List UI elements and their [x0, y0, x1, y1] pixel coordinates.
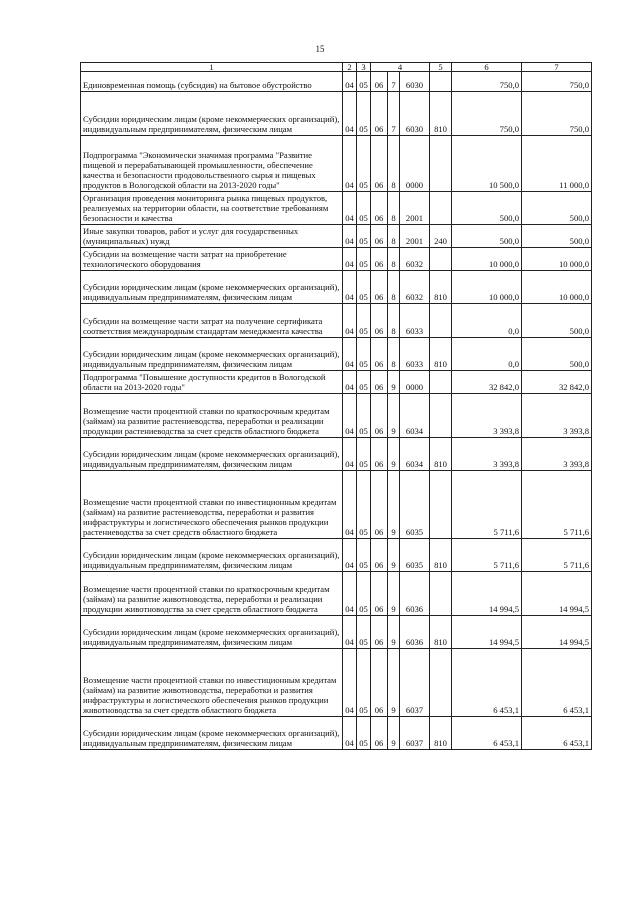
table-row: [81, 539, 592, 572]
budget-table: [80, 62, 592, 750]
code-subprogram-cell: 9: [388, 438, 400, 471]
amount-col6-cell: 5 711,6: [452, 471, 522, 539]
code-subprogram-cell: 9: [388, 371, 400, 394]
row-name-cell: Подпрограмма "Экономически значимая программа "Развитие пищевой и перерабатывающей промышленности, обеспечение качества и безопасности продовольственного сырья и пищевых продуктов в Вологодской области на 2013-2020 годы": [81, 136, 343, 192]
amount-col7-cell: 750,0: [522, 72, 592, 92]
code-program-cell: 06: [371, 338, 388, 371]
amount-col6-cell: 10 000,0: [452, 271, 522, 304]
code-program-cell: 06: [371, 572, 388, 616]
row-name-cell: Субсидии на возмещение части затрат на получение сертификата соответствия международным стандартам менеджмента качества: [81, 304, 343, 338]
header-cell: 7: [522, 63, 592, 72]
header-cell: 6: [452, 63, 522, 72]
amount-col6-cell: 750,0: [452, 92, 522, 136]
code-section-cell: 04: [343, 649, 357, 717]
table-row: [81, 371, 592, 394]
amount-col6-cell: 6 453,1: [452, 649, 522, 717]
amount-col7-cell: 5 711,6: [522, 539, 592, 572]
row-name-cell: Субсидии юридическим лицам (кроме некоммерческих организаций), индивидуальным предпринимателям, физическим лицам: [81, 539, 343, 572]
code-subsection-cell: 05: [357, 72, 371, 92]
code-item-cell: 2001: [400, 225, 430, 248]
expense-type-cell: 810: [430, 717, 452, 750]
code-section-cell: 04: [343, 92, 357, 136]
code-program-cell: 06: [371, 304, 388, 338]
code-item-cell: 2001: [400, 192, 430, 225]
row-name-cell: Субсидии юридическим лицам (кроме некоммерческих организаций), индивидуальным предпринимателям, физическим лицам: [81, 717, 343, 750]
expense-type-cell: [430, 471, 452, 539]
code-section-cell: 04: [343, 72, 357, 92]
row-name-cell: Субсидии юридическим лицам (кроме некоммерческих организаций), индивидуальным предпринимателям, физическим лицам: [81, 616, 343, 649]
code-section-cell: 04: [343, 438, 357, 471]
code-section-cell: 04: [343, 394, 357, 438]
code-subsection-cell: 05: [357, 304, 371, 338]
code-subprogram-cell: 8: [388, 304, 400, 338]
code-section-cell: 04: [343, 717, 357, 750]
row-name-cell: Возмещение части процентной ставки по инвестиционным кредитам (займам) на развитие животноводства, переработки и развития инфраструктуры и логистического обеспечения рынков продукции животноводства за счет средств областного бюджета: [81, 649, 343, 717]
code-item-cell: 6035: [400, 471, 430, 539]
row-name-cell: Возмещение части процентной ставки по краткосрочным кредитам (займам) на развитие животноводства, переработки и реализации продукции животноводства за счет средств областного бюджета: [81, 572, 343, 616]
row-name-cell: Субсидии юридическим лицам (кроме некоммерческих организаций), индивидуальным предпринимателям, физическим лицам: [81, 92, 343, 136]
code-subprogram-cell: 8: [388, 248, 400, 271]
code-subsection-cell: 05: [357, 92, 371, 136]
code-program-cell: 06: [371, 92, 388, 136]
table-row: [81, 338, 592, 371]
code-subsection-cell: 05: [357, 572, 371, 616]
code-subprogram-cell: 8: [388, 225, 400, 248]
header-cell: 1: [81, 63, 343, 72]
code-item-cell: 6030: [400, 72, 430, 92]
code-program-cell: 06: [371, 371, 388, 394]
code-section-cell: 04: [343, 616, 357, 649]
code-subsection-cell: 05: [357, 271, 371, 304]
code-program-cell: 06: [371, 192, 388, 225]
row-name-cell: Субсидии юридическим лицам (кроме некоммерческих организаций), индивидуальным предпринимателям, физическим лицам: [81, 438, 343, 471]
amount-col6-cell: 0,0: [452, 304, 522, 338]
code-subprogram-cell: 8: [388, 271, 400, 304]
row-name-cell: Субсидии на возмещение части затрат на приобретение технологического оборудования: [81, 248, 343, 271]
code-subsection-cell: 05: [357, 192, 371, 225]
amount-col6-cell: 32 842,0: [452, 371, 522, 394]
code-item-cell: 6033: [400, 338, 430, 371]
code-subprogram-cell: 9: [388, 394, 400, 438]
header-cell: 3: [357, 63, 371, 72]
code-section-cell: 04: [343, 136, 357, 192]
expense-type-cell: [430, 649, 452, 717]
header-cell: 5: [430, 63, 452, 72]
code-subprogram-cell: 9: [388, 616, 400, 649]
code-subprogram-cell: 8: [388, 136, 400, 192]
code-subprogram-cell: 9: [388, 717, 400, 750]
code-subprogram-cell: 7: [388, 72, 400, 92]
table-row: [81, 471, 592, 539]
code-subsection-cell: 05: [357, 394, 371, 438]
header-row: [81, 63, 592, 72]
code-program-cell: 06: [371, 136, 388, 192]
expense-type-cell: [430, 304, 452, 338]
table-row: [81, 72, 592, 92]
amount-col6-cell: 10 500,0: [452, 136, 522, 192]
amount-col7-cell: 5 711,6: [522, 471, 592, 539]
amount-col6-cell: 3 393,8: [452, 438, 522, 471]
expense-type-cell: 810: [430, 92, 452, 136]
expense-type-cell: [430, 192, 452, 225]
expense-type-cell: 240: [430, 225, 452, 248]
amount-col7-cell: 10 000,0: [522, 248, 592, 271]
code-section-cell: 04: [343, 338, 357, 371]
code-program-cell: 06: [371, 717, 388, 750]
amount-col7-cell: 11 000,0: [522, 136, 592, 192]
row-name-cell: Субсидии юридическим лицам (кроме некоммерческих организаций), индивидуальным предпринимателям, физическим лицам: [81, 338, 343, 371]
code-subsection-cell: 05: [357, 225, 371, 248]
code-section-cell: 04: [343, 572, 357, 616]
code-subprogram-cell: 9: [388, 539, 400, 572]
amount-col6-cell: 14 994,5: [452, 572, 522, 616]
amount-col6-cell: 5 711,6: [452, 539, 522, 572]
table-row: [81, 717, 592, 750]
amount-col7-cell: 6 453,1: [522, 649, 592, 717]
table-row: [81, 192, 592, 225]
amount-col6-cell: 6 453,1: [452, 717, 522, 750]
row-name-cell: Иные закупки товаров, работ и услуг для государственных (муниципальных) нужд: [81, 225, 343, 248]
table-row: [81, 616, 592, 649]
code-program-cell: 06: [371, 471, 388, 539]
code-program-cell: 06: [371, 438, 388, 471]
code-subsection-cell: 05: [357, 649, 371, 717]
amount-col7-cell: 14 994,5: [522, 572, 592, 616]
code-subprogram-cell: 9: [388, 572, 400, 616]
amount-col7-cell: 10 000,0: [522, 271, 592, 304]
code-program-cell: 06: [371, 394, 388, 438]
amount-col7-cell: 500,0: [522, 225, 592, 248]
code-program-cell: 06: [371, 539, 388, 572]
expense-type-cell: [430, 572, 452, 616]
table-row: [81, 304, 592, 338]
code-section-cell: 04: [343, 539, 357, 572]
code-item-cell: 6030: [400, 92, 430, 136]
code-section-cell: 04: [343, 271, 357, 304]
row-name-cell: Организация проведения мониторинга рынка пищевых продуктов, реализуемых на территории области, на соответствие требованиям безопасности и качества: [81, 192, 343, 225]
table-row: [81, 225, 592, 248]
code-subprogram-cell: 8: [388, 338, 400, 371]
code-item-cell: 6037: [400, 717, 430, 750]
expense-type-cell: [430, 394, 452, 438]
expense-type-cell: [430, 136, 452, 192]
code-item-cell: 6034: [400, 438, 430, 471]
table-row: [81, 572, 592, 616]
amount-col6-cell: 10 000,0: [452, 248, 522, 271]
amount-col7-cell: 500,0: [522, 304, 592, 338]
table-row: [81, 92, 592, 136]
code-item-cell: 6037: [400, 649, 430, 717]
code-section-cell: 04: [343, 371, 357, 394]
code-section-cell: 04: [343, 225, 357, 248]
table-row: [81, 271, 592, 304]
expense-type-cell: 810: [430, 338, 452, 371]
code-section-cell: 04: [343, 192, 357, 225]
expense-type-cell: 810: [430, 539, 452, 572]
amount-col6-cell: 500,0: [452, 192, 522, 225]
expense-type-cell: 810: [430, 438, 452, 471]
code-section-cell: 04: [343, 471, 357, 539]
code-item-cell: 6033: [400, 304, 430, 338]
amount-col7-cell: 6 453,1: [522, 717, 592, 750]
code-subsection-cell: 05: [357, 338, 371, 371]
code-section-cell: 04: [343, 304, 357, 338]
row-name-cell: Единовременная помощь (субсидия) на бытовое обустройство: [81, 72, 343, 92]
code-subprogram-cell: 9: [388, 649, 400, 717]
amount-col7-cell: 500,0: [522, 192, 592, 225]
code-subsection-cell: 05: [357, 136, 371, 192]
amount-col7-cell: 750,0: [522, 92, 592, 136]
code-program-cell: 06: [371, 271, 388, 304]
code-subsection-cell: 05: [357, 438, 371, 471]
code-item-cell: 0000: [400, 371, 430, 394]
code-subsection-cell: 05: [357, 539, 371, 572]
code-subsection-cell: 05: [357, 248, 371, 271]
code-program-cell: 06: [371, 649, 388, 717]
table-row: [81, 248, 592, 271]
table-row: [81, 136, 592, 192]
code-subprogram-cell: 7: [388, 92, 400, 136]
code-item-cell: 6032: [400, 248, 430, 271]
code-subprogram-cell: 9: [388, 471, 400, 539]
amount-col7-cell: 3 393,8: [522, 394, 592, 438]
code-subsection-cell: 05: [357, 371, 371, 394]
amount-col6-cell: 3 393,8: [452, 394, 522, 438]
amount-col6-cell: 14 994,5: [452, 616, 522, 649]
page-number: 15: [315, 44, 325, 54]
code-item-cell: 6036: [400, 572, 430, 616]
code-item-cell: 6036: [400, 616, 430, 649]
code-item-cell: 0000: [400, 136, 430, 192]
code-section-cell: 04: [343, 248, 357, 271]
row-name-cell: Субсидии юридическим лицам (кроме некоммерческих организаций), индивидуальным предпринимателям, физическим лицам: [81, 271, 343, 304]
table-row: [81, 649, 592, 717]
expense-type-cell: 810: [430, 271, 452, 304]
code-program-cell: 06: [371, 225, 388, 248]
row-name-cell: Возмещение части процентной ставки по краткосрочным кредитам (займам) на развитие растениеводства, переработки и реализации продукции растениеводства за счет средств областного бюджета: [81, 394, 343, 438]
code-subsection-cell: 05: [357, 471, 371, 539]
code-subsection-cell: 05: [357, 616, 371, 649]
expense-type-cell: 810: [430, 616, 452, 649]
table-row: [81, 438, 592, 471]
amount-col7-cell: 14 994,5: [522, 616, 592, 649]
expense-type-cell: [430, 371, 452, 394]
amount-col7-cell: 3 393,8: [522, 438, 592, 471]
amount-col7-cell: 32 842,0: [522, 371, 592, 394]
amount-col7-cell: 500,0: [522, 338, 592, 371]
code-subsection-cell: 05: [357, 717, 371, 750]
header-cell: 2: [343, 63, 357, 72]
row-name-cell: Возмещение части процентной ставки по инвестиционным кредитам (займам) на развитие растениеводства, переработки и развития инфраструктуры и логистического обеспечения рынков продукции растениеводства за счет средств областного бюджета: [81, 471, 343, 539]
code-subprogram-cell: 8: [388, 192, 400, 225]
amount-col6-cell: 750,0: [452, 72, 522, 92]
header-cell: 4: [371, 63, 430, 72]
row-name-cell: Подпрограмма "Повышение доступности кредитов в Вологодской области на 2013-2020 годы": [81, 371, 343, 394]
amount-col6-cell: 0,0: [452, 338, 522, 371]
amount-col6-cell: 500,0: [452, 225, 522, 248]
code-item-cell: 6035: [400, 539, 430, 572]
code-program-cell: 06: [371, 72, 388, 92]
table-row: [81, 394, 592, 438]
expense-type-cell: [430, 72, 452, 92]
code-program-cell: 06: [371, 248, 388, 271]
code-program-cell: 06: [371, 616, 388, 649]
code-item-cell: 6034: [400, 394, 430, 438]
expense-type-cell: [430, 248, 452, 271]
code-item-cell: 6032: [400, 271, 430, 304]
